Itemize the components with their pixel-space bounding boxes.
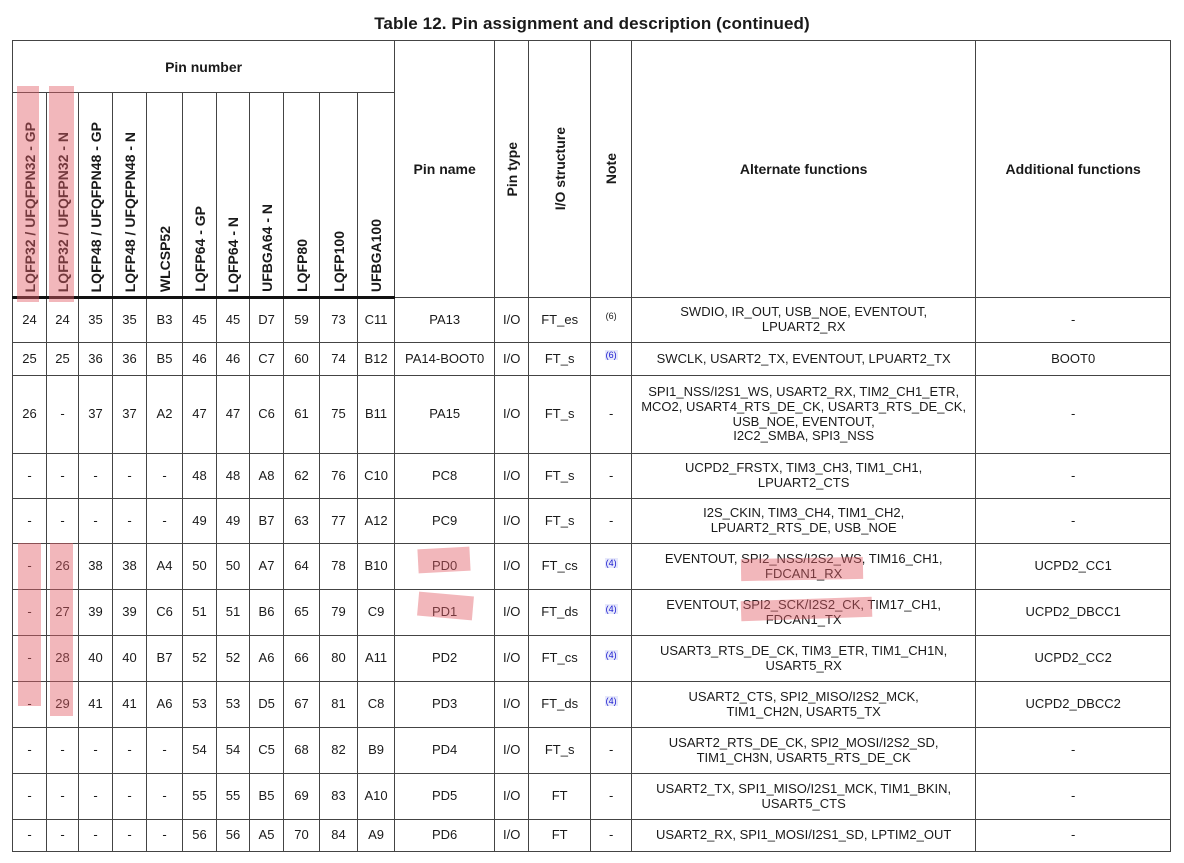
pin-number-cell: 46 <box>183 343 217 376</box>
table-row <box>13 820 1171 852</box>
alternate-functions-line: USART5_CTS <box>761 795 846 811</box>
table-row <box>13 544 1171 590</box>
pin-number-cell: 73 <box>320 298 358 343</box>
pin-number-cell: - <box>13 590 47 636</box>
pin-number-cell: B7 <box>250 499 284 544</box>
pin-name-cell: PD2 <box>395 636 495 682</box>
pin-number-cell: B11 <box>358 376 395 454</box>
pin-number-cell: 36 <box>79 343 113 376</box>
pin-number-cell: - <box>13 728 47 774</box>
alternate-functions-cell <box>632 298 976 343</box>
pin-number-cell: 49 <box>183 499 217 544</box>
pin-number-cell: 26 <box>13 376 47 454</box>
pin-number-cell: 40 <box>79 636 113 682</box>
io-structure-cell: FT_s <box>529 499 591 544</box>
pin-number-cell: A9 <box>358 820 395 852</box>
alternate-functions-line: EVENTOUT, SPI2_SCK/I2S2_CK, TIM17_CH1, <box>666 596 942 612</box>
pin-number-cell: - <box>13 774 47 820</box>
pin-number-cell: 64 <box>284 544 320 590</box>
pin-name-cell: PA15 <box>395 376 495 454</box>
additional-functions-cell: UCPD2_DBCC2 <box>976 682 1171 728</box>
pin-number-cell: C7 <box>250 343 284 376</box>
pin-number-cell: 29 <box>47 682 79 728</box>
pin-number-cell: 24 <box>47 298 79 343</box>
pin-number-cell: 49 <box>217 499 250 544</box>
pin-number-cell: B7 <box>147 636 183 682</box>
additional-functions-cell: - <box>976 298 1171 343</box>
pin-name-cell: PC9 <box>395 499 495 544</box>
pin-number-cell: 41 <box>79 682 113 728</box>
alternate-functions-line: LPUART2_RTS_DE, USB_NOE <box>710 520 897 535</box>
package-header: LQFP32 / UFQFPN32 - GP <box>13 93 47 298</box>
pin-name-cell: PD5 <box>395 774 495 820</box>
alternate-functions-cell <box>632 499 976 544</box>
pin-number-cell: - <box>113 728 147 774</box>
table-row <box>13 499 1171 544</box>
alternate-functions-line: I2S_CKIN, TIM3_CH4, TIM1_CH2, <box>703 505 905 521</box>
pin-number-cell: - <box>13 544 47 590</box>
pin-number-cell: - <box>147 454 183 499</box>
pin-number-cell: 37 <box>79 376 113 454</box>
alternate-functions-cell <box>632 376 976 454</box>
pin-number-cell: 38 <box>79 544 113 590</box>
additional-functions-cell: UCPD2_DBCC1 <box>976 590 1171 636</box>
pin-number-cell: 66 <box>284 636 320 682</box>
pin-type-cell: I/O <box>495 636 529 682</box>
pin-number-cell: 45 <box>217 298 250 343</box>
note-cell <box>591 343 632 376</box>
pin-number-cell: 60 <box>284 343 320 376</box>
additional-functions-cell: - <box>976 499 1171 544</box>
pin-number-cell: - <box>147 820 183 852</box>
alternate-functions-line: LPUART2_RX <box>761 319 846 334</box>
pin-number-cell: - <box>13 499 47 544</box>
pin-number-cell: B3 <box>147 298 183 343</box>
table-row <box>13 376 1171 454</box>
pin-number-cell: 47 <box>217 376 250 454</box>
pin-number-cell: 51 <box>217 590 250 636</box>
pin-number-cell: - <box>147 774 183 820</box>
alternate-functions-line: TIM1_CH2N, USART5_TX <box>726 703 881 719</box>
alternate-functions-line: UCPD2_FRSTX, TIM3_CH3, TIM1_CH1, <box>685 460 923 476</box>
pin-number-header: Pin number <box>13 41 395 93</box>
pin-number-cell: 77 <box>320 499 358 544</box>
io-structure-cell: FT_s <box>529 376 591 454</box>
pin-number-cell: - <box>47 454 79 499</box>
alternate-functions-cell <box>632 343 976 376</box>
alternate-functions-line: USART2_RX, SPI1_MOSI/I2S1_SD, LPTIM2_OUT <box>656 827 952 843</box>
pin-number-cell: - <box>113 774 147 820</box>
pin-number-cell: - <box>13 682 47 728</box>
pin-name-cell: PD6 <box>395 820 495 852</box>
table-row <box>13 728 1171 774</box>
pin-number-cell: 39 <box>113 590 147 636</box>
io-structure-cell: FT_es <box>529 298 591 343</box>
note-cell <box>591 376 632 454</box>
pin-number-cell: 40 <box>113 636 147 682</box>
pin-number-cell: 54 <box>217 728 250 774</box>
note-cell <box>591 544 632 590</box>
pin-type-header: Pin type <box>495 41 529 298</box>
alternate-functions-line: SWDIO, IR_OUT, USB_NOE, EVENTOUT, <box>680 304 928 320</box>
package-header: LQFP80 <box>284 93 320 298</box>
pin-number-cell: 25 <box>47 343 79 376</box>
alternate-functions-header: Alternate functions <box>632 41 976 298</box>
pin-number-cell: 45 <box>183 298 217 343</box>
io-structure-cell: FT_s <box>529 454 591 499</box>
table-row <box>13 454 1171 499</box>
io-structure-header: I/O structure <box>529 41 591 298</box>
pin-number-cell: A12 <box>358 499 395 544</box>
io-structure-cell: FT_cs <box>529 636 591 682</box>
alternate-functions-cell <box>632 590 976 636</box>
pin-name-cell: PD0 <box>395 544 495 590</box>
pin-number-cell: - <box>13 820 47 852</box>
pin-number-cell: A11 <box>358 636 395 682</box>
additional-functions-header: Additional functions <box>976 41 1171 298</box>
note-cell <box>591 499 632 544</box>
table-caption: Table 12. Pin assignment and description (continued) <box>374 14 810 33</box>
pin-number-cell: 84 <box>320 820 358 852</box>
pin-number-cell: 67 <box>284 682 320 728</box>
package-header: UFBGA64 - N <box>250 93 284 298</box>
pin-type-cell: I/O <box>495 682 529 728</box>
io-structure-cell: FT_s <box>529 343 591 376</box>
pin-number-cell: A10 <box>358 774 395 820</box>
pin-number-cell: 36 <box>113 343 147 376</box>
note-link[interactable]: (4) <box>605 695 617 706</box>
pin-number-cell: A7 <box>250 544 284 590</box>
pin-number-cell: 47 <box>183 376 217 454</box>
pin-type-cell: I/O <box>495 590 529 636</box>
pin-number-cell: 53 <box>217 682 250 728</box>
pin-number-cell: A2 <box>147 376 183 454</box>
alternate-functions-line: USART2_TX, SPI1_MISO/I2S1_MCK, TIM1_BKIN, <box>656 780 952 796</box>
pin-number-cell: 26 <box>47 544 79 590</box>
pin-number-cell: 48 <box>183 454 217 499</box>
alternate-functions-cell <box>632 774 976 820</box>
pin-number-cell: 54 <box>183 728 217 774</box>
pin-number-cell: 55 <box>217 774 250 820</box>
note-cell <box>591 590 632 636</box>
pin-number-cell: D5 <box>250 682 284 728</box>
pin-number-cell: - <box>47 376 79 454</box>
pin-name-cell: PC8 <box>395 454 495 499</box>
pin-type-cell: I/O <box>495 728 529 774</box>
package-header: LQFP48 / UFQFPN48 - GP <box>79 93 113 298</box>
additional-functions-cell: - <box>976 728 1171 774</box>
alternate-functions-cell <box>632 636 976 682</box>
alternate-functions-line: USART2_CTS, SPI2_MISO/I2S2_MCK, <box>688 688 919 704</box>
pin-number-cell: - <box>113 454 147 499</box>
pin-number-cell: 56 <box>217 820 250 852</box>
io-structure-cell: FT <box>529 820 591 852</box>
note-cell <box>591 728 632 774</box>
pin-number-cell: 35 <box>79 298 113 343</box>
pin-number-cell: - <box>79 499 113 544</box>
pin-number-cell: A5 <box>250 820 284 852</box>
pin-number-cell: 80 <box>320 636 358 682</box>
pin-number-cell: 37 <box>113 376 147 454</box>
pin-number-cell: - <box>79 728 113 774</box>
pin-number-cell: 52 <box>183 636 217 682</box>
pin-number-cell: A6 <box>147 682 183 728</box>
alternate-functions-line: SPI1_NSS/I2S1_WS, USART2_RX, TIM2_CH1_ETR, MCO2, USART4_RTS_DE_CK, USART3_RTS_DE_CK, USB_NOE, EVENTOUT, <box>641 383 967 429</box>
pin-number-cell: - <box>147 499 183 544</box>
pin-number-cell: 70 <box>284 820 320 852</box>
additional-functions-cell: - <box>976 820 1171 852</box>
pin-number-cell: 75 <box>320 376 358 454</box>
pin-number-cell: - <box>47 728 79 774</box>
note-link[interactable]: (6) <box>605 350 617 361</box>
pin-number-cell: 52 <box>217 636 250 682</box>
additional-functions-cell: UCPD2_CC1 <box>976 544 1171 590</box>
pin-number-cell: - <box>47 774 79 820</box>
pin-number-cell: - <box>47 499 79 544</box>
pin-number-cell: B5 <box>250 774 284 820</box>
pin-number-cell: 76 <box>320 454 358 499</box>
pin-number-cell: C8 <box>358 682 395 728</box>
pin-number-cell: C6 <box>147 590 183 636</box>
pin-number-cell: 79 <box>320 590 358 636</box>
pin-number-cell: 55 <box>183 774 217 820</box>
pin-type-cell: I/O <box>495 376 529 454</box>
pin-number-cell: - <box>79 820 113 852</box>
pin-number-cell: - <box>147 728 183 774</box>
alternate-functions-cell <box>632 820 976 852</box>
pin-name-cell: PA13 <box>395 298 495 343</box>
alternate-functions-line: SWCLK, USART2_TX, EVENTOUT, LPUART2_TX <box>656 350 951 366</box>
table-row <box>13 636 1171 682</box>
package-header: UFBGA100 <box>358 93 395 298</box>
package-header: LQFP32 / UFQFPN32 - N <box>47 93 79 298</box>
table-row <box>13 774 1171 820</box>
pin-number-cell: 48 <box>217 454 250 499</box>
package-header: LQFP64 - GP <box>183 93 217 298</box>
pin-number-cell: 46 <box>217 343 250 376</box>
alternate-functions-line: TIM1_CH3N, USART5_RTS_DE_CK <box>696 749 911 765</box>
pin-number-cell: B12 <box>358 343 395 376</box>
pin-number-cell: 53 <box>183 682 217 728</box>
note-text: - <box>608 467 614 483</box>
alternate-functions-line: USART2_RTS_DE_CK, SPI2_MOSI/I2S2_SD, <box>668 734 939 750</box>
alternate-functions-cell <box>632 544 976 590</box>
pin-name-cell: PD3 <box>395 682 495 728</box>
pin-number-cell: C10 <box>358 454 395 499</box>
pin-number-cell: - <box>47 820 79 852</box>
note-cell <box>591 636 632 682</box>
note-cell <box>591 774 632 820</box>
pin-number-cell: - <box>13 454 47 499</box>
package-header: WLCSP52 <box>147 93 183 298</box>
pin-number-cell: 28 <box>47 636 79 682</box>
pin-type-cell: I/O <box>495 454 529 499</box>
pin-name-header: Pin name <box>395 41 495 298</box>
alternate-functions-line: EVENTOUT, SPI2_NSS/I2S2_WS, TIM16_CH1, <box>664 550 943 566</box>
pin-number-cell: D7 <box>250 298 284 343</box>
pin-number-cell: 24 <box>13 298 47 343</box>
io-structure-cell: FT <box>529 774 591 820</box>
additional-functions-cell: - <box>976 454 1171 499</box>
table-row <box>13 343 1171 376</box>
alternate-functions-cell <box>632 728 976 774</box>
note-text: - <box>608 827 614 843</box>
pin-number-cell: 74 <box>320 343 358 376</box>
note-header: Note <box>591 41 632 298</box>
table-row <box>13 298 1171 343</box>
alternate-functions-line: I2C2_SMBA, SPI3_NSS <box>733 428 875 444</box>
pin-number-cell: A8 <box>250 454 284 499</box>
alternate-functions-line: LPUART2_CTS <box>757 475 850 490</box>
pin-number-cell: - <box>113 499 147 544</box>
pin-number-cell: 39 <box>79 590 113 636</box>
pin-type-cell: I/O <box>495 499 529 544</box>
pin-assignment-table <box>12 40 1171 852</box>
note-text: - <box>608 742 614 758</box>
pin-number-cell: 83 <box>320 774 358 820</box>
pin-number-cell: A6 <box>250 636 284 682</box>
pin-number-cell: 35 <box>113 298 147 343</box>
note-text: - <box>608 406 614 422</box>
pin-number-cell: B6 <box>250 590 284 636</box>
pin-number-cell: - <box>79 774 113 820</box>
pin-number-cell: 56 <box>183 820 217 852</box>
pin-type-cell: I/O <box>495 298 529 343</box>
alternate-functions-line: USART3_RTS_DE_CK, TIM3_ETR, TIM1_CH1N, <box>660 642 948 658</box>
pin-number-cell: 82 <box>320 728 358 774</box>
pin-number-cell: 50 <box>217 544 250 590</box>
pin-number-cell: A4 <box>147 544 183 590</box>
pin-number-cell: 59 <box>284 298 320 343</box>
note-link[interactable]: (4) <box>605 649 617 660</box>
pin-number-cell: 78 <box>320 544 358 590</box>
pin-number-cell: 51 <box>183 590 217 636</box>
alternate-functions-line: FDCAN1_TX <box>765 611 842 627</box>
pin-number-cell: C11 <box>358 298 395 343</box>
pin-number-cell: 41 <box>113 682 147 728</box>
pin-number-cell: B5 <box>147 343 183 376</box>
pin-name-cell: PA14-BOOT0 <box>395 343 495 376</box>
pin-number-cell: 50 <box>183 544 217 590</box>
alternate-functions-cell <box>632 682 976 728</box>
pin-name-cell: PD4 <box>395 728 495 774</box>
note-text: (6) <box>605 311 617 322</box>
pin-number-cell: 69 <box>284 774 320 820</box>
pin-number-cell: - <box>79 454 113 499</box>
pin-number-cell: C5 <box>250 728 284 774</box>
additional-functions-cell: - <box>976 774 1171 820</box>
note-text: - <box>608 788 614 804</box>
note-cell <box>591 820 632 852</box>
pin-number-cell: C6 <box>250 376 284 454</box>
pin-name-cell: PD1 <box>395 590 495 636</box>
note-cell <box>591 298 632 343</box>
table-row <box>13 682 1171 728</box>
io-structure-cell: FT_cs <box>529 544 591 590</box>
package-header: LQFP48 / UFQFPN48 - N <box>113 93 147 298</box>
pin-number-cell: B9 <box>358 728 395 774</box>
io-structure-cell: FT_ds <box>529 590 591 636</box>
io-structure-cell: FT_ds <box>529 682 591 728</box>
pin-number-cell: - <box>113 820 147 852</box>
pin-number-cell: 63 <box>284 499 320 544</box>
note-link[interactable]: (4) <box>605 603 617 614</box>
pin-number-cell: 65 <box>284 590 320 636</box>
io-structure-cell: FT_s <box>529 728 591 774</box>
pin-number-cell: 27 <box>47 590 79 636</box>
pin-number-cell: 38 <box>113 544 147 590</box>
package-header: LQFP64 - N <box>217 93 250 298</box>
additional-functions-cell: UCPD2_CC2 <box>976 636 1171 682</box>
table-row <box>13 590 1171 636</box>
pin-number-cell: C9 <box>358 590 395 636</box>
alternate-functions-line: USART5_RX <box>765 657 842 673</box>
pin-type-cell: I/O <box>495 774 529 820</box>
pin-number-cell: 62 <box>284 454 320 499</box>
note-cell <box>591 454 632 499</box>
alternate-functions-cell <box>632 454 976 499</box>
pin-type-cell: I/O <box>495 820 529 852</box>
pin-number-cell: 61 <box>284 376 320 454</box>
pin-type-cell: I/O <box>495 544 529 590</box>
alternate-functions-line: FDCAN1_RX <box>765 565 843 581</box>
pin-number-cell: 25 <box>13 343 47 376</box>
additional-functions-cell: BOOT0 <box>976 343 1171 376</box>
note-text: - <box>608 512 614 528</box>
pin-number-cell: B10 <box>358 544 395 590</box>
pin-type-cell: I/O <box>495 343 529 376</box>
pin-number-cell: 81 <box>320 682 358 728</box>
pin-number-cell: 68 <box>284 728 320 774</box>
pin-number-cell: - <box>13 636 47 682</box>
package-header: LQFP100 <box>320 93 358 298</box>
note-link[interactable]: (4) <box>605 557 617 568</box>
additional-functions-cell: - <box>976 376 1171 454</box>
note-cell <box>591 682 632 728</box>
